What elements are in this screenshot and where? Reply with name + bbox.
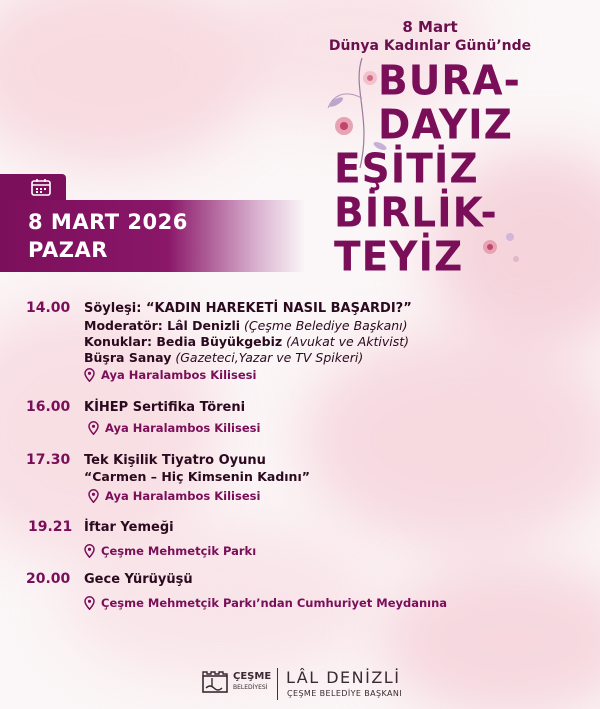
event-time: 16.00 xyxy=(26,399,71,415)
location-pin-icon xyxy=(88,421,99,435)
mayor-title: ÇEŞME BELEDİYE BAŞKANI xyxy=(287,689,403,698)
location-text: Aya Haralambos Kilisesi xyxy=(105,421,261,435)
event-time: 19.21 xyxy=(28,519,73,535)
guests-note: (Avukat ve Aktivist) xyxy=(286,334,410,349)
location-pin-icon xyxy=(84,368,95,382)
event-time: 14.00 xyxy=(26,300,71,316)
guests-label: Konuklar: Bedia Büyükgebiz xyxy=(84,334,283,349)
slogan-line-4: BİRLİK- xyxy=(334,189,498,238)
location-text: Çeşme Mehmetçik Parkı xyxy=(101,544,257,558)
event-detail-line xyxy=(84,318,408,333)
heading-date: 8 Mart xyxy=(402,18,458,36)
location-pin-icon xyxy=(84,544,95,558)
moderator-note: (Çeşme Belediye Başkanı) xyxy=(244,318,408,333)
municipality-logo-icon xyxy=(200,666,230,696)
event-location xyxy=(88,489,260,503)
footer-divider xyxy=(277,668,278,700)
location-text: Aya Haralambos Kilisesi xyxy=(101,368,257,382)
location-pin-icon xyxy=(84,596,95,610)
event-title: KİHEP Sertifika Töreni xyxy=(84,400,246,415)
moderator-label: Moderatör: Lâl Denizli xyxy=(84,318,241,333)
day-text: PAZAR xyxy=(28,238,108,262)
event-location xyxy=(84,368,256,382)
date-banner xyxy=(0,200,305,272)
location-pin-icon xyxy=(88,489,99,503)
event-location xyxy=(84,596,447,610)
event-title: Gece Yürüyüşü xyxy=(84,572,193,587)
logo-name: ÇEŞME xyxy=(233,671,272,682)
slogan-line-2: DAYIZ xyxy=(378,101,513,150)
location-text: Çeşme Mehmetçik Parkı’ndan Cumhuriyet Meydanına xyxy=(101,596,448,610)
event-detail-line xyxy=(84,334,409,349)
event-title: Söyleşi: “KADIN HAREKETİ NASIL BAŞARDI?” xyxy=(84,301,412,316)
mayor-name: LÂL DENİZLİ xyxy=(286,668,401,687)
date-text: 8 MART 2026 xyxy=(28,210,188,234)
slogan-line-5: TEYİZ xyxy=(334,233,464,282)
event-time: 17.30 xyxy=(26,452,71,468)
event-time: 20.00 xyxy=(26,571,71,587)
event-location xyxy=(84,544,256,558)
event-detail-line xyxy=(84,350,363,365)
logo-subtitle: BELEDİYESİ xyxy=(233,684,268,691)
slogan-line-1: BURA- xyxy=(378,57,521,106)
event-subtitle: “Carmen – Hiç Kimsenin Kadını” xyxy=(84,469,310,484)
guest2-note: (Gazeteci,Yazar ve TV Spikeri) xyxy=(175,350,364,365)
heading-occasion: Dünya Kadınlar Günü’nde xyxy=(328,38,532,54)
location-text: Aya Haralambos Kilisesi xyxy=(105,489,261,503)
calendar-icon xyxy=(31,178,51,196)
event-title: İftar Yemeği xyxy=(84,520,174,535)
slogan xyxy=(334,57,521,282)
slogan-line-3: EŞİTİZ xyxy=(334,145,479,194)
event-title: Tek Kişilik Tiyatro Oyunu xyxy=(84,453,266,468)
guest2-label: Büşra Sanay xyxy=(84,350,172,365)
event-location xyxy=(88,421,260,435)
